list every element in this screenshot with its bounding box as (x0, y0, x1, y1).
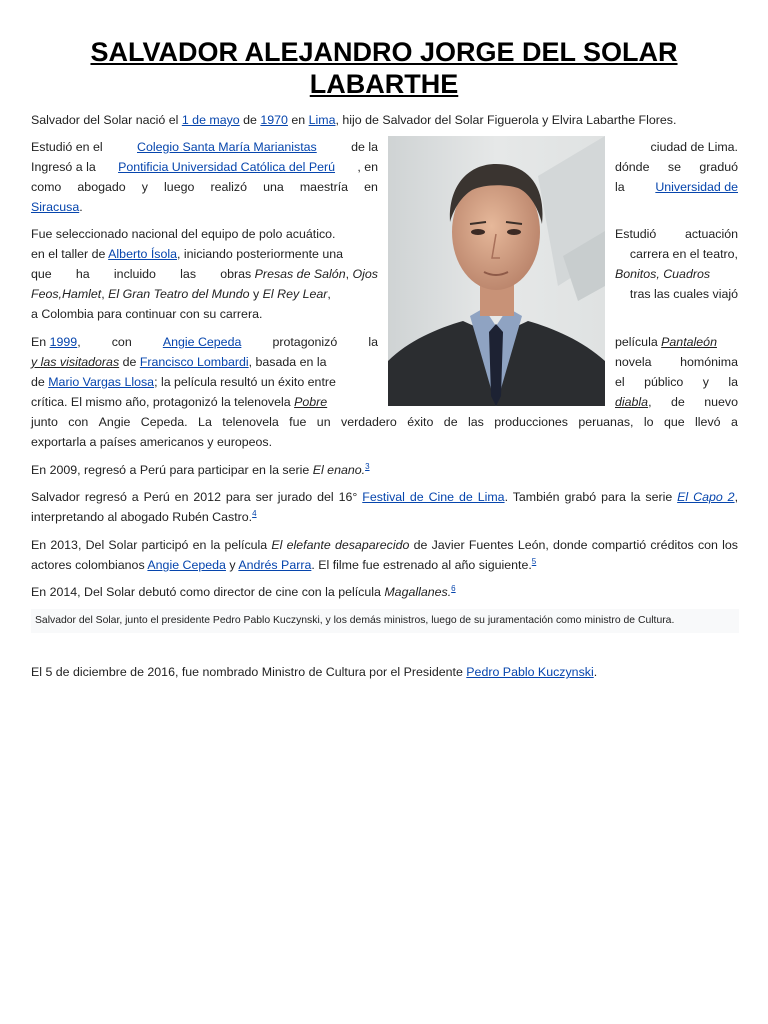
link-pucp[interactable]: Pontificia Universidad Católica del Perú (118, 160, 336, 174)
paragraph-studies-line (31, 157, 378, 177)
play-title: El Gran Teatro del Mundo (108, 287, 250, 301)
text: crítica. El mismo año, protagonizó la telenovela (31, 395, 295, 409)
portrait-photo (388, 136, 605, 406)
link-el-capo-2[interactable]: El Capo 2 (677, 490, 735, 504)
paragraph-film-line: el público y la (615, 375, 738, 389)
film-link[interactable]: Pantaleón (661, 335, 717, 349)
paragraph-studies-line: como abogado y luego realizó una maestría en (31, 180, 378, 194)
text: Salvador del Solar nació el (31, 113, 182, 127)
play-title: Presas de Salón (254, 267, 346, 281)
reference-4[interactable]: 4 (252, 508, 257, 518)
link-andres-parra[interactable]: Andrés Parra (238, 558, 312, 572)
text: En (31, 335, 50, 349)
text: En 2014, Del Solar debutó como director de cine con la película (31, 585, 385, 599)
paragraph-film-line (31, 372, 336, 392)
link-siracusa[interactable]: Siracusa (31, 200, 80, 214)
text: Ingresó a la (31, 160, 96, 174)
text: , en (357, 160, 378, 174)
link-festival-cine-lima[interactable]: Festival de Cine de Lima (362, 490, 505, 504)
link-mario-vargas-llosa[interactable]: Mario Vargas Llosa (48, 375, 155, 389)
text: película (615, 335, 662, 349)
text: , iniciando posteriormente una (177, 247, 344, 261)
link-alberto-isola[interactable]: Alberto Ísola (108, 247, 178, 261)
paragraph-film-line (31, 392, 327, 412)
film-title: El elefante desaparecido (271, 538, 410, 552)
link-angie-cepeda[interactable]: Angie Cepeda (162, 335, 242, 349)
paragraph-film-line: novela homónima (615, 355, 738, 369)
image-caption: Salvador del Solar, junto el presidente Pedro Pablo Kuczynski, y los demás ministros, luego de su juramentación como ministro de Cultura. (31, 609, 739, 633)
film-title: Magallanes. (384, 585, 452, 599)
paragraph-film-line (615, 332, 717, 352)
play-title: El Rey Lear (262, 287, 328, 301)
paragraph-2016 (31, 662, 738, 682)
text: exportarla a países americanos y europeos. (31, 435, 273, 449)
text: y (249, 287, 263, 301)
text: tras las cuales viajó (629, 287, 738, 301)
text: . También grabó para la serie (504, 490, 678, 504)
film-link[interactable]: y las visitadoras (31, 355, 120, 369)
text: de la (351, 140, 378, 154)
text: de (31, 375, 49, 389)
paragraph-acting-line: Estudió actuación (615, 227, 738, 241)
paragraph-birth (31, 110, 738, 130)
paragraph-film-line: junto con Angie Cepeda. La telenovela fue un verdadero éxito de las producciones peruanas, lo que llevó a (31, 415, 738, 429)
link-francisco-lombardi[interactable]: Francisco Lombardi (139, 355, 249, 369)
paragraph-acting-line: que ha incluido las obras Presas de Salón, Ojos (31, 267, 378, 281)
paragraph-studies-line: dónde se graduó (615, 160, 738, 174)
text: . (79, 200, 83, 214)
text: , (327, 287, 331, 301)
text: , (101, 287, 109, 301)
paragraph-2009 (31, 460, 738, 480)
text: Salvador regresó a Perú en 2012 para ser jurado del 16° (31, 490, 363, 504)
paragraph-2014 (31, 582, 738, 602)
link-birth-date[interactable]: 1 de mayo (181, 113, 240, 127)
text: , hijo de Salvador del Solar Figuerola y Elvira Labarthe Flores. (335, 113, 677, 127)
telenovela-link[interactable]: diabla (615, 395, 649, 409)
reference-6[interactable]: 6 (451, 583, 456, 593)
reference-3[interactable]: 3 (365, 461, 370, 471)
text: El 5 de diciembre de 2016, fue nombrado Ministro de Cultura por el Presidente (31, 665, 467, 679)
paragraph-studies-line (615, 177, 738, 197)
paragraph-studies-line (31, 137, 378, 157)
paragraph-acting-line (31, 284, 331, 304)
text: . (593, 665, 598, 679)
text: de (239, 113, 261, 127)
paragraph-2013 (31, 535, 738, 575)
text: a Colombia para continuar con su carrera. (31, 307, 263, 321)
text: en (287, 113, 309, 127)
text: de (119, 355, 140, 369)
text: , interpretando al abogado Rubén Castro. (31, 490, 739, 524)
text: Fue seleccionado nacional del equipo de polo acuático. (31, 227, 336, 241)
paragraph-studies-line (31, 197, 83, 217)
text: Estudió en el (31, 140, 103, 154)
link-lima[interactable]: Lima (308, 113, 336, 127)
link-universidad-siracusa[interactable]: Universidad de (655, 180, 738, 194)
series-title: El enano. (312, 463, 366, 477)
text: carrera en el teatro, (629, 247, 738, 261)
link-colegio[interactable]: Colegio Santa María Marianistas (137, 140, 317, 154)
reference-5[interactable]: 5 (531, 556, 537, 566)
text: de Javier Fuentes León, donde compartió créditos con los actores colombianos (31, 538, 738, 572)
page-title: SALVADOR ALEJANDRO JORGE DEL SOLAR LABARTHE (90, 37, 678, 99)
link-angie-cepeda-2[interactable]: Angie Cepeda (147, 558, 226, 572)
text: y (225, 558, 239, 572)
paragraph-film-line: diabla, de nuevo (615, 395, 738, 409)
paragraph-2012 (31, 487, 738, 527)
text: En 2009, regresó a Perú para participar en la serie (31, 463, 313, 477)
text: , basada en la (248, 355, 327, 369)
link-birth-year[interactable]: 1970 (260, 113, 288, 127)
paragraph-film-line (31, 352, 378, 372)
link-1999[interactable]: 1999 (49, 335, 78, 349)
text: , (345, 267, 353, 281)
telenovela-link[interactable]: Pobre (294, 395, 328, 409)
paragraph-acting-line (31, 244, 378, 264)
play-title: Bonitos, Cuadros (615, 267, 711, 281)
text: ; la película resultó un éxito entre (154, 375, 336, 389)
text: en el taller de (31, 247, 109, 261)
text: la (615, 180, 625, 194)
play-title: Ojos (352, 267, 378, 281)
link-pedro-pablo-kuczynski[interactable]: Pedro Pablo Kuczynski (466, 665, 594, 679)
play-title: Feos,Hamlet (31, 287, 102, 301)
text: ciudad de Lima. (650, 140, 738, 154)
paragraph-film-line: En 1999, con Angie Cepeda protagonizó la (31, 332, 378, 352)
text: . El filme fue estrenado al año siguiente. (311, 558, 532, 572)
text: En 2013, Del Solar participó en la película (31, 538, 272, 552)
